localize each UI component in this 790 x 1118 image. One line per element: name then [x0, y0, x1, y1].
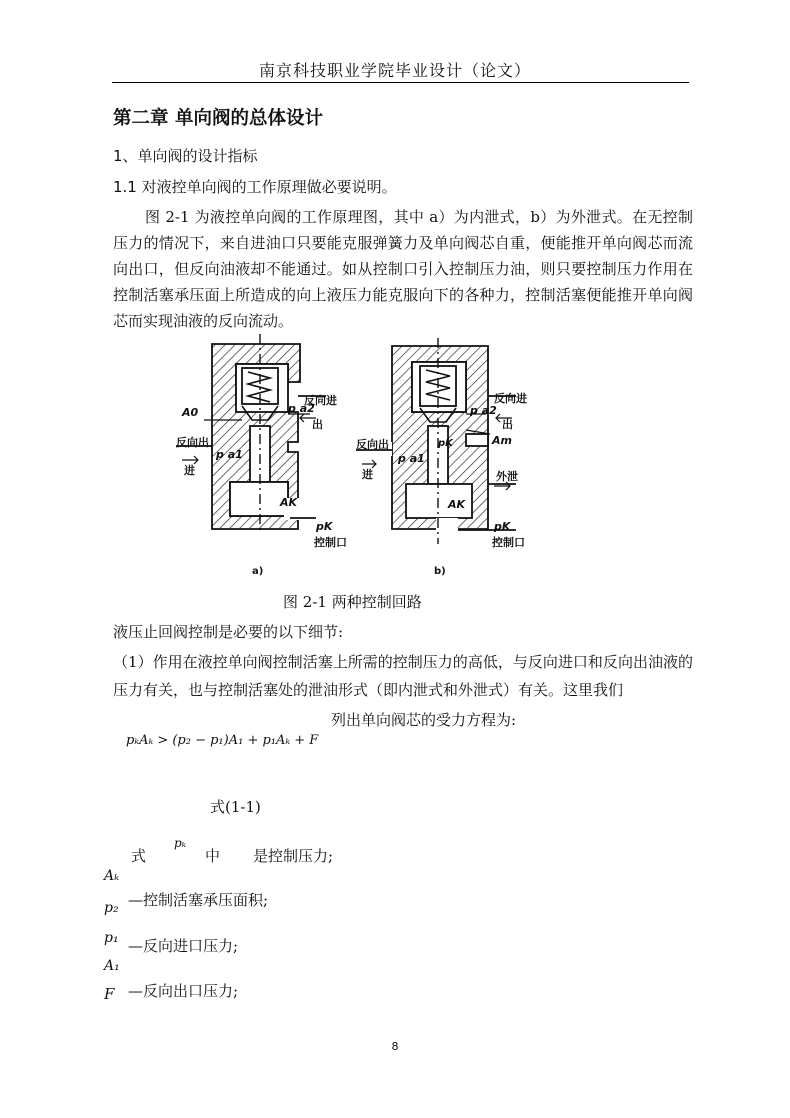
- label-a-ak: AK: [280, 496, 298, 509]
- label-b-reverse-in: 反向进: [494, 392, 527, 405]
- body-paragraph: 列出单向阀芯的受力方程为:: [331, 711, 517, 729]
- section-heading: 1、单向阀的设计指标: [113, 147, 258, 165]
- label-a-reverse-out: 反向出: [176, 436, 209, 449]
- definition-f: —反向出口压力;: [128, 982, 239, 1000]
- symbol-p2: p₂: [104, 900, 119, 916]
- label-b-out: 出: [502, 418, 513, 431]
- figure-caption: 图 2-1 两种控制回路: [283, 593, 422, 611]
- valve-a: [176, 334, 326, 534]
- where-symbol: pₖ: [174, 836, 187, 850]
- label-a-reverse-in: 反向进: [304, 394, 337, 407]
- chapter-title: 第二章 单向阀的总体设计: [113, 108, 323, 129]
- where-word-2: 中: [205, 847, 221, 865]
- subsection-heading: 1.1 对液控单向阀的工作原理做必要说明。: [113, 178, 397, 196]
- sublabel-b: b): [434, 566, 446, 577]
- label-b-pk-small: pK: [438, 438, 453, 449]
- label-b-am: Am: [492, 434, 512, 447]
- label-b-leak: 外泄: [496, 470, 518, 483]
- sublabel-a: a): [252, 566, 264, 577]
- label-a-pk: pK: [316, 520, 333, 533]
- definition-p1: —反向进口压力;: [128, 937, 239, 955]
- equation-number: 式(1-1): [210, 798, 261, 816]
- label-b-reverse-out: 反向出: [356, 438, 389, 451]
- label-b-pa2: p a2: [470, 404, 497, 417]
- page-header: 南京科技职业学院毕业设计（论文）: [258, 61, 531, 80]
- label-b-pk: pK: [494, 520, 511, 533]
- header-rule: [112, 82, 689, 83]
- symbol-a1: A₁: [104, 958, 120, 974]
- label-a-pa1: p a1: [216, 448, 243, 461]
- valve-diagram: [176, 334, 576, 582]
- body-paragraph: 图 2-1 为液控单向阀的工作原理图，其中 a）为内泄式，b）为外泄式。在无控制压力的情况下，来自进油口只要能克服弹簧力及单向阀芯自重，便能推开单向阀芯而流向出口，但反向油液却不能通过。如从控制口引入控制压力油，则只要控制压力作用在控制活塞承压面上所造成的向上液压力能克服向下的各种力，控制活塞便能推开单向阀芯而实现油液的反向流动。: [113, 208, 693, 330]
- symbol-ak: Aₖ: [104, 868, 120, 884]
- label-a-control-port: 控制口: [314, 536, 347, 549]
- label-a-in: 进: [184, 464, 195, 477]
- body-paragraph: 液压止回阀控制是必要的以下细节:: [113, 623, 344, 641]
- definition-p2: —控制活塞承压面积;: [128, 891, 269, 909]
- label-b-pa1: p a1: [398, 452, 425, 465]
- label-b-control-port: 控制口: [492, 536, 525, 549]
- label-a-out: 出: [312, 418, 323, 431]
- label-b-ak: AK: [448, 498, 466, 511]
- label-b-in: 进: [362, 468, 373, 481]
- body-paragraph: （1）作用在液控单向阀控制活塞上所需的控制压力的高低，与反向进口和反向出油液的压力有关，也与控制活塞处的泄油形式（即内泄式和外泄式）有关。这里我们: [113, 653, 693, 699]
- page-number: 8: [391, 1040, 399, 1053]
- label-a-pa2: p a2: [288, 402, 315, 415]
- where-word-1: 式: [131, 847, 147, 865]
- symbol-p1: p₁: [104, 930, 119, 946]
- label-a-a0: A0: [182, 406, 199, 419]
- force-equation: pₖAₖ > (p₂ − p₁)A₁ + p₁Aₖ + F: [126, 733, 319, 748]
- where-description: 是控制压力;: [253, 847, 334, 865]
- symbol-f: F: [104, 985, 115, 1003]
